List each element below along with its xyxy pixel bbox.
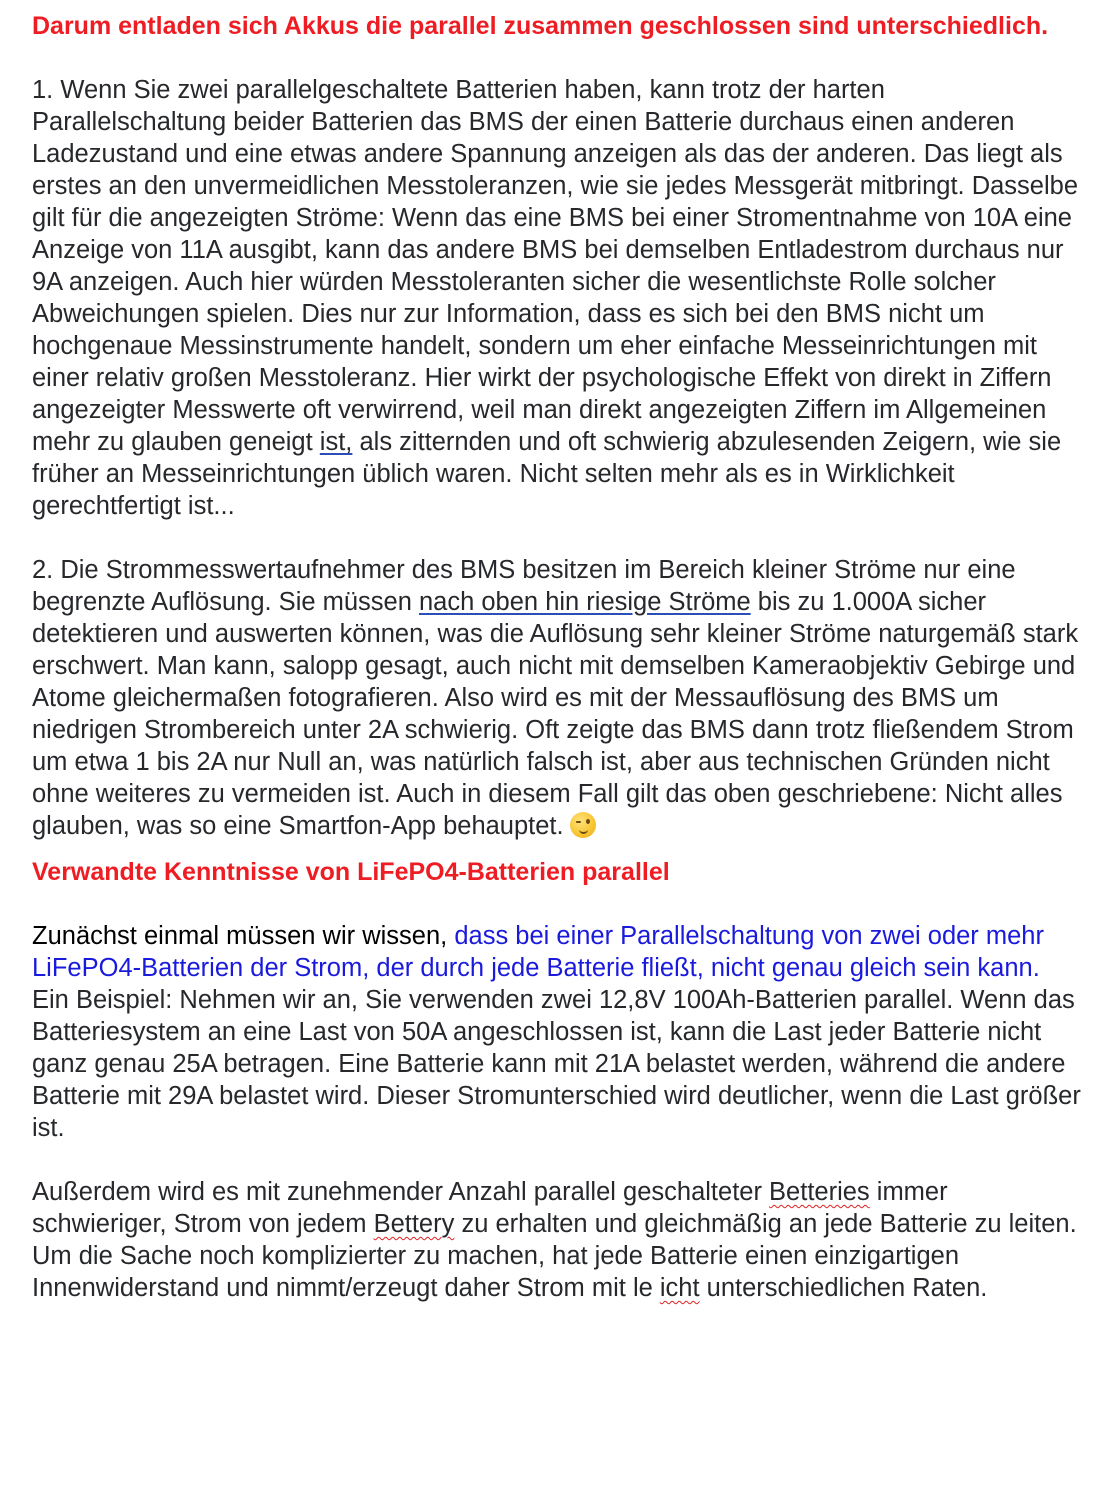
paragraph-text: zu erhalten und gleichmäßig an jede Batterie zu leiten. Um die Sache noch komplizierter zu machen, hat jede Batterie einen einzigartigen Innenwiderstand und nimmt/erzeugt daher Strom mit le [32,1210,1077,1302]
document-body [32,10,1082,1304]
paragraph-text: 1. Wenn Sie zwei parallelgeschaltete Batterien haben, kann trotz der harten Parallelschaltung beider Batterien das BMS der einen Batterie durchaus einen anderen Ladezustand und eine etwas andere Spannung anzeigen als das der anderen. Das liegt als erstes an den unvermeidlichen Messtoleranzen, wie sie jedes Messgerät mitbringt. Dasselbe gilt für die angezeigten Ströme: Wenn das eine BMS bei einer Stromentnahme von 10A eine Anzeige von 11A ausgibt, kann das andere BMS bei demselben Entladestrom durchaus nur 9A anzeigen. Auch hier würden Messtoleranten sicher die wesentlichste Rolle solcher Abweichungen spielen. Dies nur zur Information, dass es sich bei den BMS nicht um hochgenaue Messinstrumente handelt, sondern um eher einfache Messeinrichtungen mit einer relativ großen Messtoleranz. Hier wirkt der psychologische Effekt von direkt in Ziffern angezeigter Messwerte oft verwirrend, weil man direkt angezeigten Ziffern im Allgemeinen mehr zu glauben geneigt [32,76,1079,456]
winking-face-emoji-icon [570,812,596,838]
misspelled-word: icht [659,1274,700,1302]
paragraph-example: Ein Beispiel: Nehmen wir an, Sie verwenden zwei 12,8V 100Ah-Batterien parallel. Wenn das Batteriesystem an eine Last von 50A angeschlossen ist, kann die Last jeder Batterie nicht ganz genau 25A betragen. Eine Batterie kann mit 21A belastet werden, während die andere Batterie mit 29A belastet wird. Dieser Stromunterschied wird deutlicher, wenn die Last größer ist. [32,986,1081,1142]
paragraph-text: als zitternden und oft schwierig abzulesenden Zeigern, wie sie früher an Messeinrichtungen üblich waren. Nicht selten mehr als es in Wirklichkeit gerechtfertigt ist... [32,428,1062,520]
paragraph-text: Zunächst einmal müssen wir wissen, [32,922,455,950]
highlighted-blue-text: dass bei einer Parallelschaltung von zwei oder mehr LiFePO4-Batterien der Strom, der durch jede Batterie fließt, nicht genau gleich sein kann. [32,922,1044,982]
heading-why-batteries-discharge-differently: Darum entladen sich Akkus die parallel zusammen geschlossen sind unterschiedlich. [32,12,1049,40]
paragraph-internal-resistance [32,1176,1082,1304]
paragraph-text: Außerdem wird es mit zunehmender Anzahl parallel geschalteter [32,1178,770,1206]
underlined-word: ist, [319,428,353,456]
paragraph-text: immer schwieriger, Strom von jedem [32,1178,948,1238]
spacer [32,42,1082,74]
paragraph-measurement-tolerance [32,74,1082,522]
paragraph-text: 2. Die Strommesswertaufnehmer des BMS besitzen im Bereich kleiner Ströme nur eine begrenzte Auflösung. Sie müssen [32,556,1016,616]
underlined-phrase: nach oben hin riesige Ströme [419,588,751,616]
spacer [32,842,1082,856]
spacer [32,888,1082,920]
misspelled-word: Betteries [769,1178,870,1206]
paragraph-text: bis zu 1.000A sicher detektieren und auswerten können, was die Auflösung sehr kleiner Ströme naturgemäß stark erschwert. Man kann, salopp gesagt, auch nicht mit demselben Kameraobjektiv Gebirge und Atome gleichermaßen fotografieren. Also wird es mit der Messauflösung des BMS um niedrigen Strombereich unter 2A schwierig. Oft zeigte das BMS dann trotz fließendem Strom um etwa 1 bis 2A nur Null an, was natürlich falsch ist, aber aus technischen Gründen nicht ohne weiteres zu vermeiden ist. Auch in diesem Fall gilt das oben geschriebene: Nicht alles glauben, was so eine Smartfon-App behauptet. [32,588,1079,840]
spacer [32,522,1082,554]
misspelled-word: Bettery [373,1210,455,1238]
heading-related-knowledge: Verwandte Kenntnisse von LiFePO4-Batterien parallel [32,858,670,886]
spacer [32,1144,1082,1176]
paragraph-text: unterschiedlichen Raten. [699,1274,988,1302]
paragraph-current-resolution [32,554,1082,842]
paragraph-current-not-equal [32,920,1082,984]
